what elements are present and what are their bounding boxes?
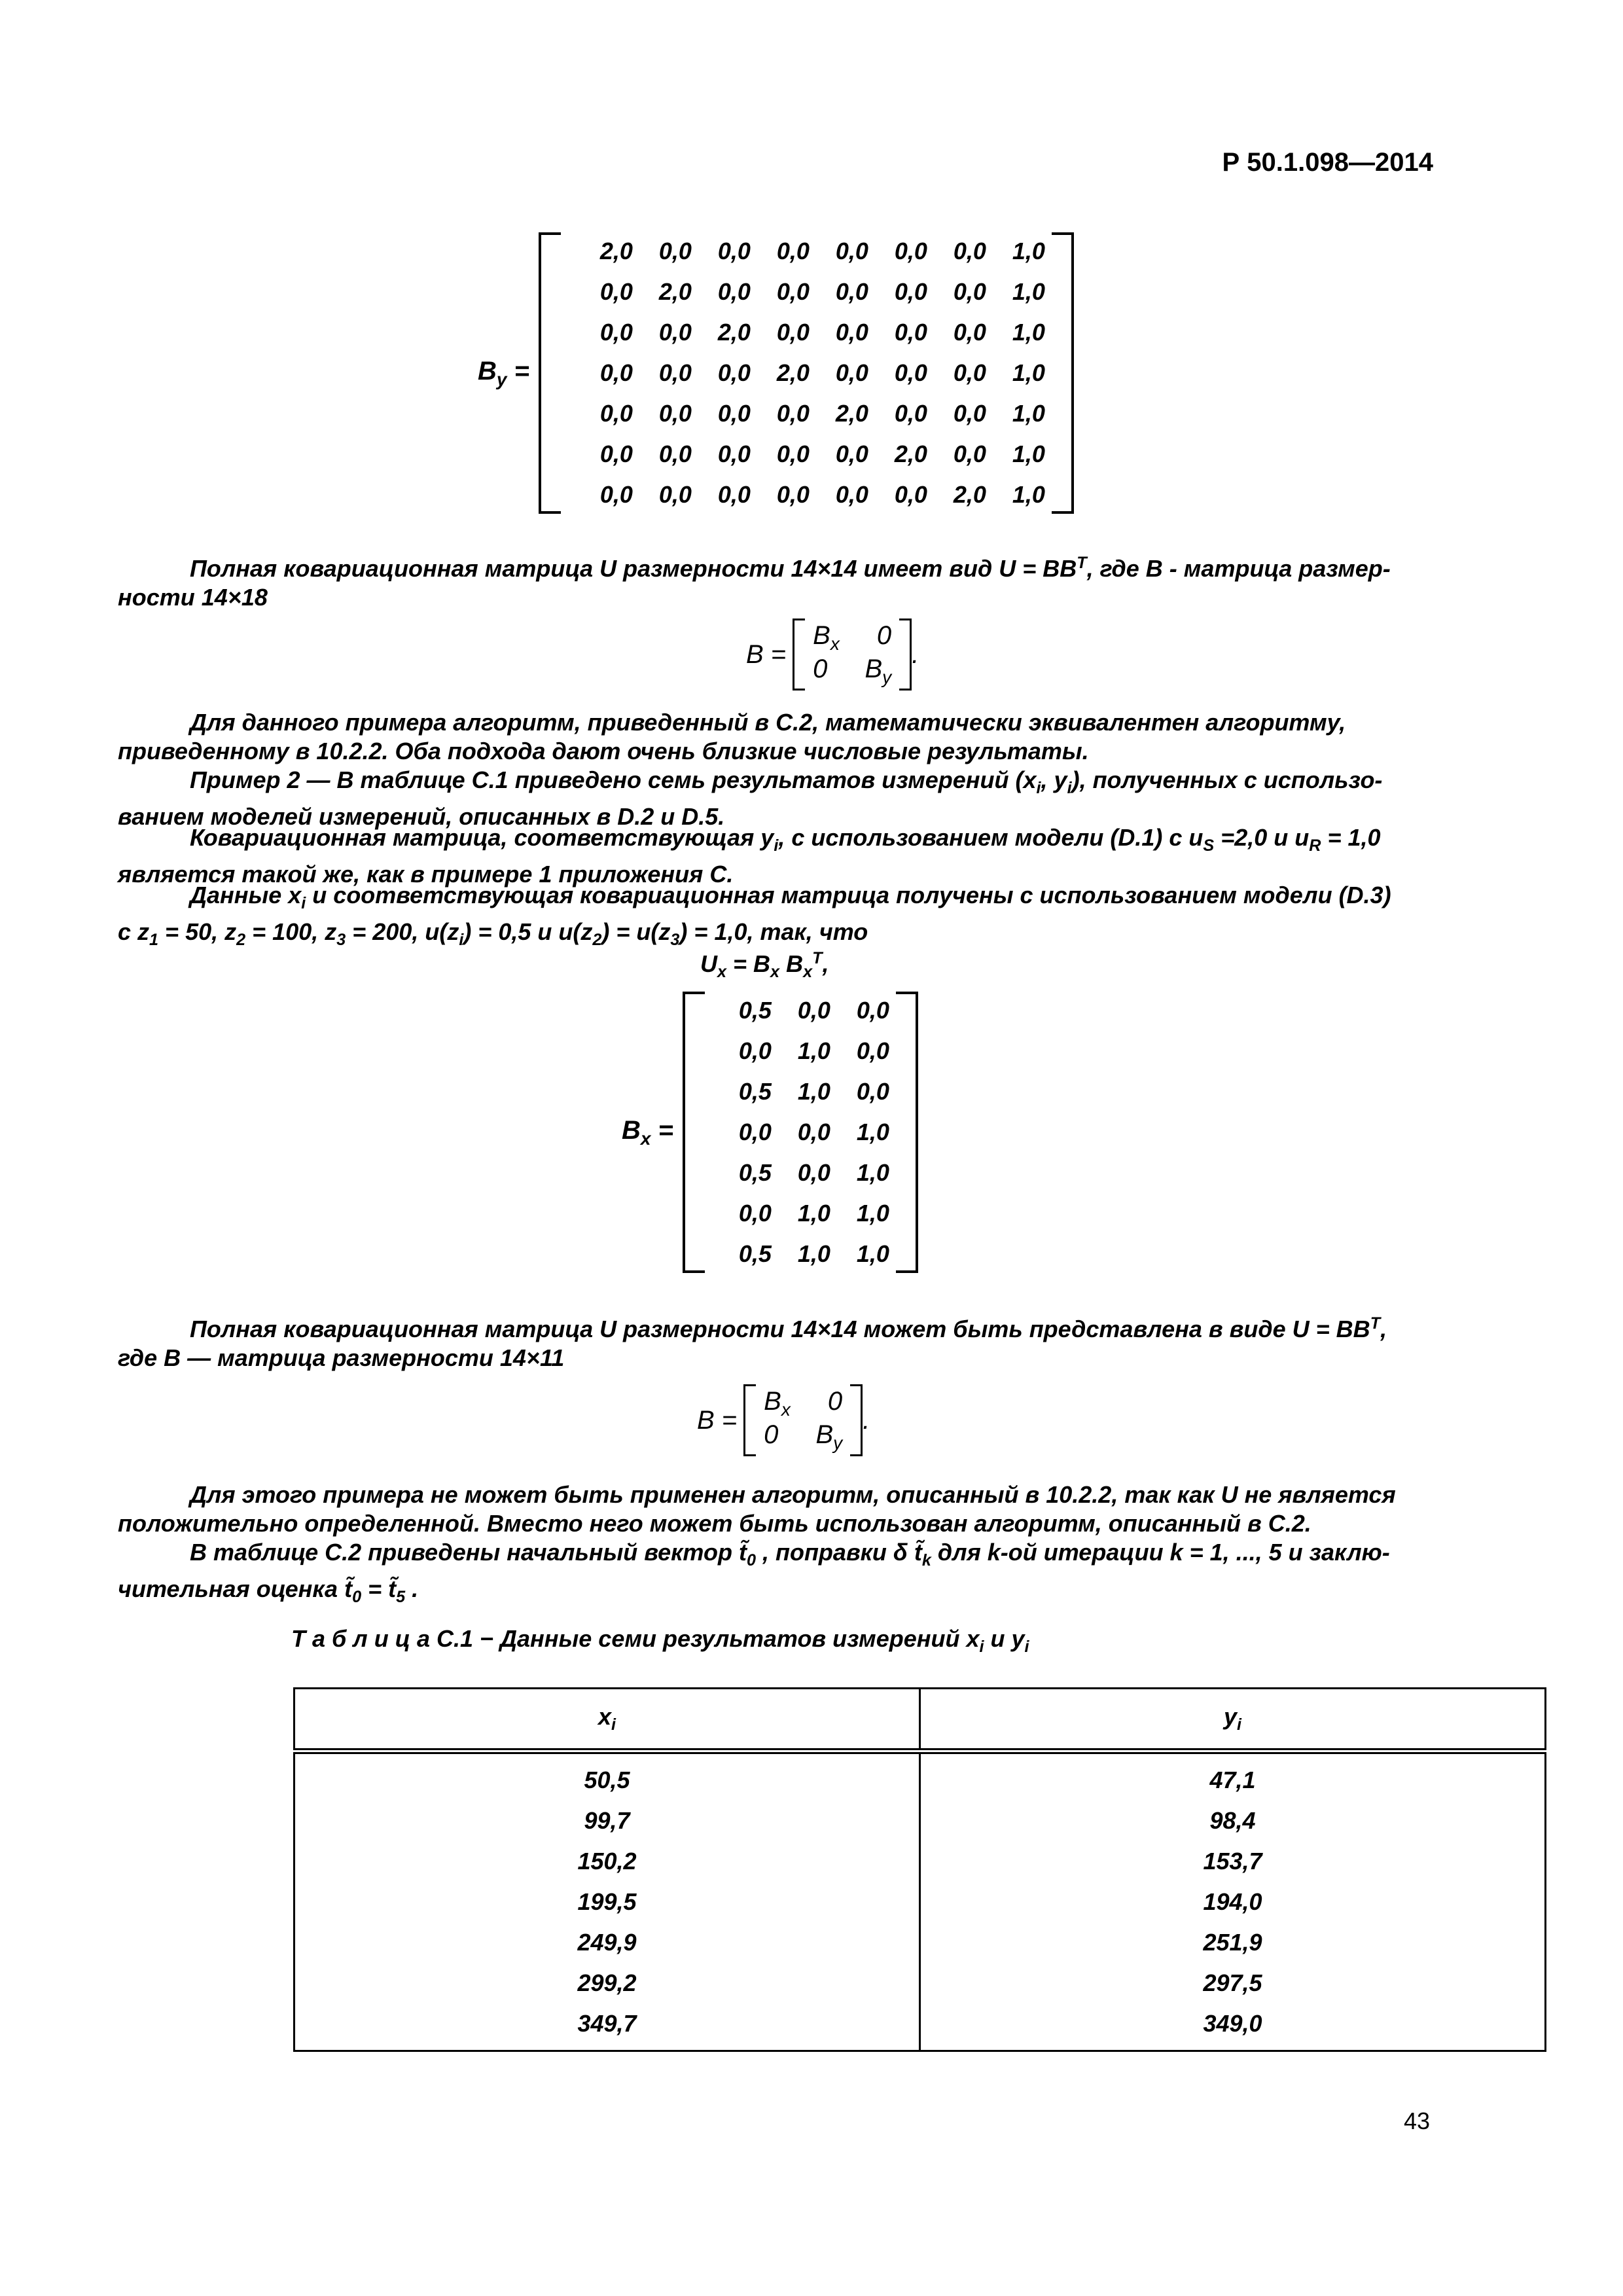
matrix-by-cell: 1,0 — [1012, 238, 1045, 264]
matrix-by-cell: 0,0 — [835, 481, 868, 508]
matrix-bx-cell: 1,0 — [856, 1240, 889, 1267]
cell-yi: 98,4 — [920, 1801, 1546, 1841]
matrix-bx-cell: 0,0 — [738, 1200, 772, 1227]
column-header-yi: $y_i$ — [920, 1689, 1546, 1751]
matrix-by-cell: 0,0 — [599, 440, 633, 467]
matrix-by-cell: 1,0 — [1012, 481, 1045, 508]
matrix-by-cell: 0,0 — [658, 400, 692, 427]
paragraph-example-2: Пример 2 — В таблице С.1 приведено семь результатов измерений ($x_i$, $y_i$), полученных с использо- ванием моделей измерений, описанных в D.2 и D.5. — [118, 766, 1383, 831]
block-matrix-b-2: B = $B_x$ 0 0 $B_y$ . — [697, 1384, 870, 1456]
matrix-by-cell: 0,0 — [894, 400, 927, 427]
equation-ux: $U_x = B_x$ $B_x^T$, — [700, 949, 829, 982]
matrix-bx-cell: 0,5 — [738, 1078, 772, 1105]
cell-xi: 50,5 — [294, 1751, 920, 1801]
matrix-by-cell: 0,0 — [835, 238, 868, 264]
matrix-by-cell: 0,0 — [658, 319, 692, 346]
matrix-bx-row — [713, 1119, 889, 1146]
matrix-by-cell: 2,0 — [776, 359, 810, 386]
matrix-bx-cell: 0,0 — [856, 1078, 889, 1105]
matrix-bx-cell: 0,0 — [738, 1119, 772, 1145]
cell-xi: 249,9 — [294, 1922, 920, 1963]
cell-yi: 194,0 — [920, 1882, 1546, 1922]
matrix-by-cell: 1,0 — [1012, 359, 1045, 386]
matrix-bx-row — [713, 1240, 889, 1268]
matrix-bx-block — [622, 992, 918, 1273]
matrix-by-cell: 0,0 — [776, 278, 810, 305]
matrix-by-row — [574, 440, 1045, 468]
cell-xi: 150,2 — [294, 1841, 920, 1882]
matrix-by-cell: 0,0 — [599, 278, 633, 305]
matrix-bx-label: $B_x$ = — [622, 1115, 673, 1149]
matrix-by-cell: 2,0 — [717, 319, 751, 346]
matrix-by-cell: 2,0 — [658, 278, 692, 305]
table-row — [294, 1882, 1546, 1922]
matrix-by-row — [574, 359, 1045, 387]
matrix-by-cell: 0,0 — [658, 440, 692, 467]
cell-xi: 99,7 — [294, 1801, 920, 1841]
matrix-by-cell: 0,0 — [717, 238, 751, 264]
matrix-by-cell: 0,0 — [599, 319, 633, 346]
matrix-by-cell: 1,0 — [1012, 440, 1045, 467]
cell-yi: 251,9 — [920, 1922, 1546, 1963]
matrix-by-row — [574, 481, 1045, 509]
matrix-bx — [683, 992, 918, 1273]
paragraph-algorithm-equivalence: Для данного примера алгоритм, приведенный в С.2, математически эквивалентен алгоритму, приведенному в 10.2.2. Оба подхода дают очень близкие числовые результаты. — [118, 709, 1346, 764]
page-number: 43 — [1403, 2108, 1430, 2134]
table-row — [294, 1922, 1546, 1963]
matrix-by-cell: 2,0 — [835, 400, 868, 427]
matrix-by-cell: 0,0 — [776, 440, 810, 467]
matrix-bx-cell: 1,0 — [797, 1200, 830, 1227]
paragraph-covariance-14x11: Полная ковариационная матрица U размерности 14×14 может быть представлена в виде $U = BB^T$, где B — матрица размерности 14×11 — [118, 1314, 1387, 1371]
matrix-by-label: $B_y$ = — [478, 356, 529, 389]
matrix-by-cell: 0,0 — [894, 278, 927, 305]
matrix-by-cell: 0,0 — [776, 481, 810, 508]
table-row — [294, 1751, 1546, 1801]
matrix-by-cell: 0,0 — [894, 481, 927, 508]
table-row — [294, 1841, 1546, 1882]
paragraph-table-c2-reference: В таблице С.2 приведены начальный вектор $t̃_0$ , поправки δ $t̃_k$ для k-ой итерации k = 1, ..., 5 и заклю- чительная оценка $t̃_0$ = $t̃_5$ . — [118, 1539, 1390, 1607]
matrix-bx-cell: 1,0 — [797, 1037, 830, 1064]
matrix-by-cell: 0,0 — [658, 359, 692, 386]
matrix-bx-row — [713, 997, 889, 1024]
matrix-by-cell: 0,0 — [835, 359, 868, 386]
matrix-by-cell: 0,0 — [717, 359, 751, 386]
matrix-by-cell: 0,0 — [776, 319, 810, 346]
cell-yi: 349,0 — [920, 2003, 1546, 2051]
matrix-bx-cell: 0,0 — [738, 1037, 772, 1064]
cell-xi: 299,2 — [294, 1963, 920, 2003]
table-c1 — [293, 1687, 1546, 2052]
matrix-bx-cell: 1,0 — [856, 1119, 889, 1145]
matrix-bx-cell: 0,0 — [856, 997, 889, 1024]
cell-yi: 297,5 — [920, 1963, 1546, 2003]
matrix-bx-row — [713, 1159, 889, 1187]
paragraph-covariance-yi: Ковариационная матрица, соответствующая $y_i$, с использованием модели (D.1) с $u_S =2,0$ и $u_R = 1,0$ является такой же, как в примере 1 приложения С. — [118, 824, 1381, 888]
matrix-by-cell: 1,0 — [1012, 278, 1045, 305]
matrix-by-cell: 0,0 — [894, 319, 927, 346]
cell-yi: 153,7 — [920, 1841, 1546, 1882]
document-code: Р 50.1.098—2014 — [1222, 148, 1433, 177]
matrix-by-cell: 0,0 — [717, 278, 751, 305]
matrix-by-cell: 0,0 — [953, 319, 986, 346]
matrix-by-cell: 0,0 — [717, 440, 751, 467]
matrix-bx-cell: 0,0 — [797, 1119, 830, 1145]
matrix-by-cell: 0,0 — [776, 238, 810, 264]
paragraph-covariance-14x18: Полная ковариационная матрица U размерности 14×14 имеет вид $U = BB^T$, где B - матрица размер- ности 14×18 — [118, 554, 1391, 611]
matrix-by-row — [574, 319, 1045, 346]
paragraph-data-xi: Данные $x_i$ и соответствующая ковариационная матрица получены с использованием модели (D.3) с $z_1 = 50$, $z_2 = 100$, $z_3 = 200$, $u(z_i) = 0,5$ и $u(z_2) = u(z_3) = 1,0$, так, что — [118, 882, 1391, 950]
matrix-by-cell: 1,0 — [1012, 319, 1045, 346]
cell-yi: 47,1 — [920, 1751, 1546, 1801]
matrix-bx-cell: 0,5 — [738, 1159, 772, 1186]
matrix-by-cell: 0,0 — [658, 481, 692, 508]
matrix-by-cell: 0,0 — [835, 440, 868, 467]
cell-xi: 349,7 — [294, 2003, 920, 2051]
matrix-bx-cell: 0,0 — [797, 997, 830, 1024]
column-header-xi: $x_i$ — [294, 1689, 920, 1751]
matrix-by-cell: 0,0 — [599, 481, 633, 508]
matrix-bx-cell: 1,0 — [797, 1078, 830, 1105]
matrix-by — [539, 232, 1074, 514]
matrix-by-cell: 0,0 — [599, 400, 633, 427]
table-row — [294, 2003, 1546, 2051]
paragraph-not-positive-definite: Для этого примера не может быть применен алгоритм, описанный в 10.2.2, так как U не является положительно определенной. Вместо него может быть использован алгоритм, описанный в С.2. — [118, 1481, 1396, 1537]
matrix-by-row — [574, 238, 1045, 265]
block-matrix-b-1: B = $B_x$ 0 0 $B_y$ . — [746, 619, 919, 691]
matrix-bx-cell: 1,0 — [856, 1159, 889, 1186]
matrix-by-cell: 0,0 — [658, 238, 692, 264]
matrix-bx-cell: 0,5 — [738, 997, 772, 1024]
matrix-by-cell: 0,0 — [717, 400, 751, 427]
matrix-by-cell: 0,0 — [953, 238, 986, 264]
table-caption: Т а б л и ц а С.1 − Данные семи результатов измерений $x_i$ и $y_i$ — [291, 1625, 1029, 1657]
matrix-bx-row — [713, 1200, 889, 1227]
matrix-by-cell: 0,0 — [953, 359, 986, 386]
matrix-bx-cell: 1,0 — [856, 1200, 889, 1227]
matrix-by-cell: 0,0 — [599, 359, 633, 386]
matrix-bx-cell: 1,0 — [797, 1240, 830, 1267]
matrix-by-cell: 0,0 — [953, 278, 986, 305]
matrix-by-row — [574, 278, 1045, 306]
matrix-by-cell: 0,0 — [953, 400, 986, 427]
matrix-by-cell: 2,0 — [894, 440, 927, 467]
matrix-by-cell: 0,0 — [835, 278, 868, 305]
matrix-by-block — [478, 232, 1074, 514]
matrix-by-cell: 0,0 — [894, 238, 927, 264]
matrix-bx-cell: 0,0 — [797, 1159, 830, 1186]
matrix-by-cell: 0,0 — [953, 440, 986, 467]
table-row — [294, 1801, 1546, 1841]
matrix-by-cell: 1,0 — [1012, 400, 1045, 427]
matrix-by-cell: 0,0 — [717, 481, 751, 508]
matrix-by-cell: 2,0 — [599, 238, 633, 264]
matrix-bx-cell: 0,5 — [738, 1240, 772, 1267]
matrix-bx-row — [713, 1078, 889, 1105]
matrix-by-cell: 2,0 — [953, 481, 986, 508]
table-row — [294, 1963, 1546, 2003]
matrix-by-cell: 0,0 — [835, 319, 868, 346]
matrix-bx-cell: 0,0 — [856, 1037, 889, 1064]
matrix-by-row — [574, 400, 1045, 427]
matrix-bx-row — [713, 1037, 889, 1065]
cell-xi: 199,5 — [294, 1882, 920, 1922]
matrix-by-cell: 0,0 — [894, 359, 927, 386]
matrix-by-cell: 0,0 — [776, 400, 810, 427]
